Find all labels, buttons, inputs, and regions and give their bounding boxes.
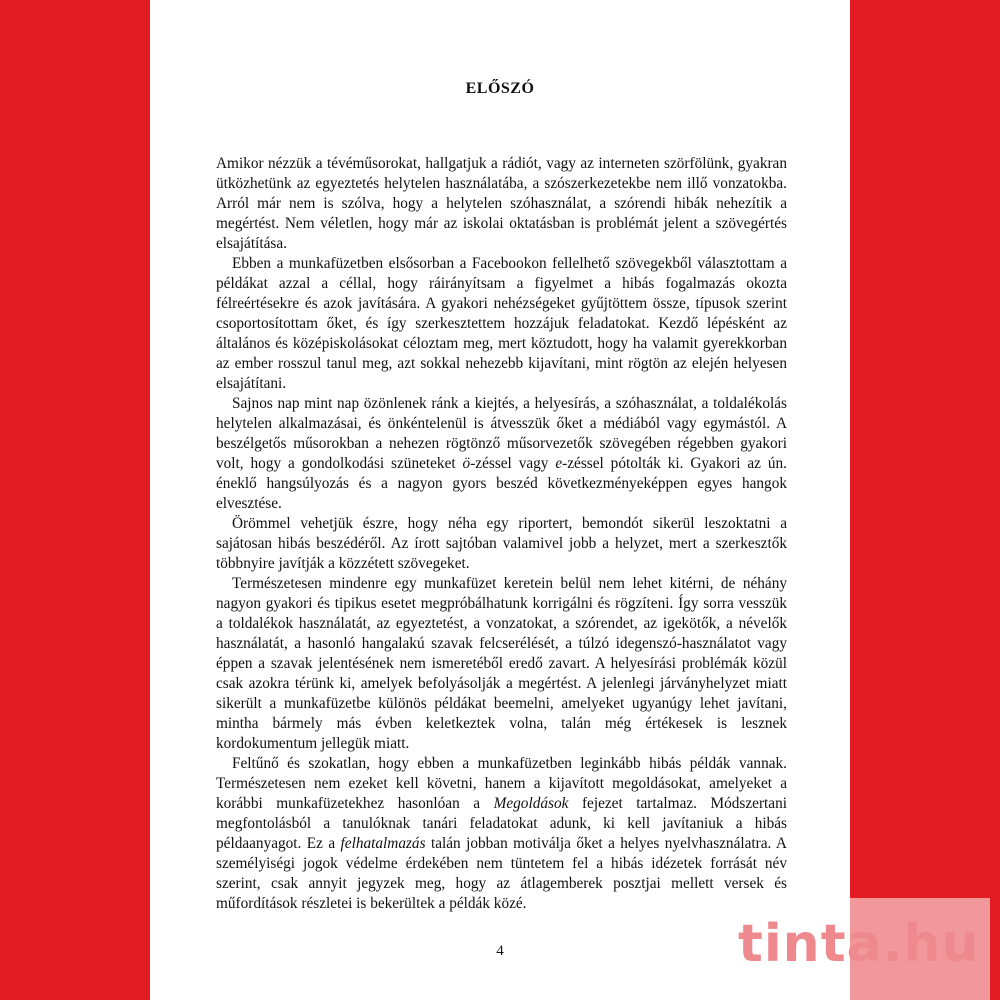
paragraph-text: -zéssel pótolták ki. Gyakori az ún. éneklő hangsúlyozás és a nagyon gyors beszéd következményeképpen egyes hangok elvesztése. [216, 455, 787, 512]
paragraph-text: Ebben a munkafüzetben elsősorban a Facebookon fellelhető szövegekből választottam a példákat azzal a céllal, hogy ráirányítsam a figyelmet a hibás fogalmazás okozta félreértésekre és azok javítására. A gyakori nehézségeket gyűjtöttem össze, típusok szerint csoportosítottam őket, és így szerkesztettem hozzájuk feladatokat. Kezdő lépésként az általános és középiskolásokat céloztam meg, mert köztudott, hogy ha valamit gyerekkorban az ember rosszul tanul meg, azt sokkal nehezebb kijavítani, mint rögtön az elején helyesen elsajátítani. [216, 255, 787, 392]
paragraph [216, 154, 787, 254]
paragraph-text: Feltűnő és szokatlan, hogy ebben a munkafüzetben leginkább hibás példák vannak. Természetesen nem ezeket kell követni, hanem a kijavított megoldásokat, amelyeket a korábbi munkafüzetekhez hasonlóan a [216, 755, 787, 812]
paragraph [216, 394, 787, 514]
paragraph [216, 754, 787, 914]
paragraph-text: Amikor nézzük a tévéműsorokat, hallgatjuk a rádiót, vagy az interneten szörfölünk, gyakran ütközhetünk az egyeztetés helytelen használatába, a szószerkezetekbe nem illő vonzatokba. Arról már nem is szólva, hogy a helytelen szóhasználat, a szórendi hibák nehezítik a megértést. Nem véletlen, hogy már az iskolai oktatásban is problémát jelent a szövegértés elsajátítása. [216, 155, 787, 252]
italic-text: ö [462, 455, 471, 472]
book-page [150, 0, 850, 1000]
paragraph [216, 514, 787, 574]
italic-text: felhatalmazás [340, 835, 426, 852]
page-title: ELŐSZÓ [465, 80, 535, 97]
italic-text: Megoldások [493, 795, 569, 812]
watermark-logo: tinta.hu [738, 914, 980, 974]
paragraph-text: Sajnos nap mint nap özönlenek ránk a kiejtés, a helyesírás, a szóhasználat, a toldalékolás helytelen alkalmazásai, és önkéntelenül is átvesszük őket a médiából vagy egymástól. A beszélgetős műsorokban a nehezen rögtönző műsorvezetők szövegében régebben gyakori volt, hogy a gondolkodási szüneteket [216, 395, 787, 472]
page-number: 4 [496, 943, 504, 959]
paragraph [216, 254, 787, 394]
italic-text: e [555, 455, 563, 472]
paragraph-text: Természetesen mindenre egy munkafüzet keretein belül nem lehet kitérni, de néhány nagyon gyakori és tipikus esetet megpróbálhatunk korrigálni és rögzíteni. Így sorra vesszük a toldalékok használatát, az egyeztetést, a vonzatokat, a szórendet, az igekötők, a névelők használatát, a hasonló hangalakú szavak felcserélését, a túlzó idegenszó-használatot vagy éppen a szavak jelentésének nem ismeretéből eredő zavart. A helyesírási problémák közül csak azokra térünk ki, amelyek befolyásolják a megértést. A jelenlegi járványhelyzet miatt sikerült a munkafüzetbe különös példákat beemelni, amelyeket ugyanúgy lehet javítani, mintha bármely más évben keletkeztek volna, talán még értékesek is lesznek kordokumentum jellegük miatt. [216, 575, 787, 752]
paragraph-text: talán jobban motiválja őket a helyes nyelvhasználatra. A személyiségi jogok védelme érdekében nem tüntetem fel a hibás idézetek forrását név szerint, csak annyit jegyzek meg, hogy az átlagemberek posztjai mellett versek és műfordítások részletei is bekerültek a példák közé. [216, 835, 787, 912]
paragraph [216, 574, 787, 754]
paragraph-text: fejezet tartalmaz. Módszertani megfontolásból a tanulóknak tanári feladatokat adunk, ki kell javítaniuk a hibás példaanyagot. Ez a [216, 795, 787, 852]
paragraph-text: -zéssel vagy [470, 455, 556, 472]
paragraph-text: Örömmel vehetjük észre, hogy néha egy riportert, bemondót sikerül leszoktatni a sajátosan hibás beszédéről. Az írott sajtóban valamivel jobb a helyzet, mert a szerkesztők többnyire javítják a közzétett szövegeket. [216, 515, 787, 572]
body-text [216, 154, 787, 914]
